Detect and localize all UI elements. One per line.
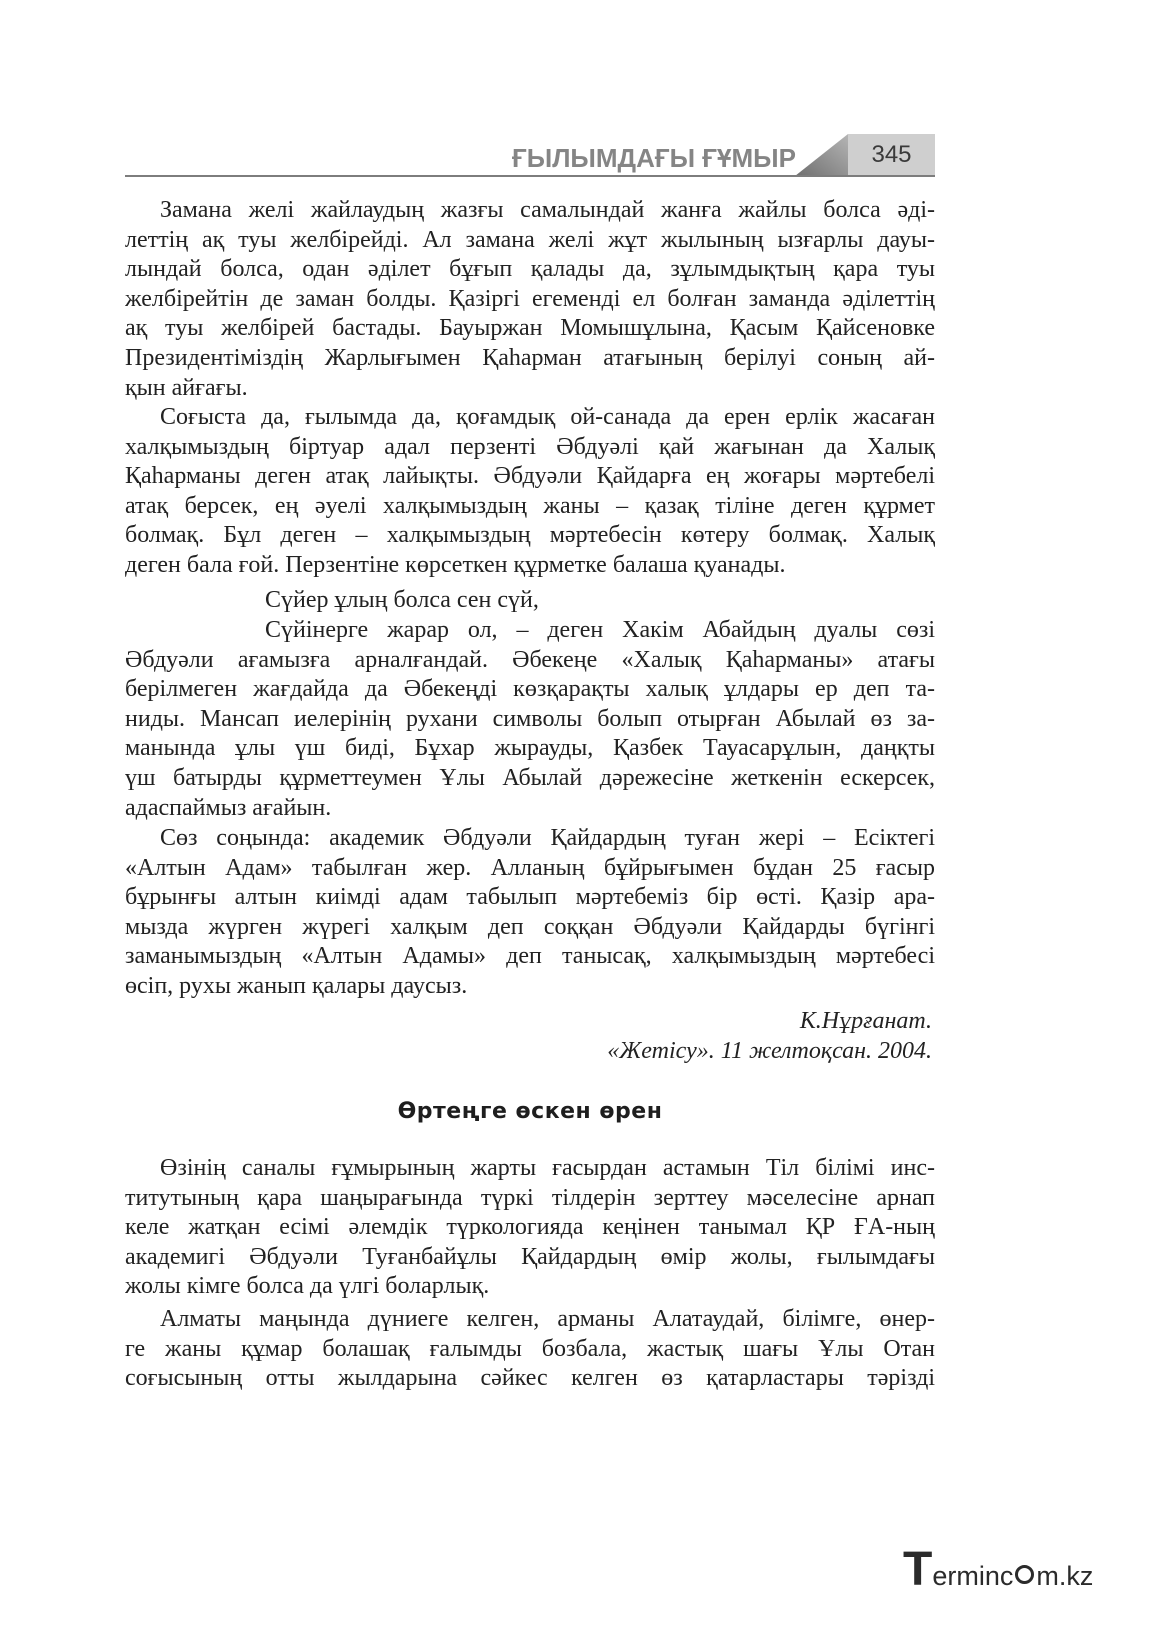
text-line: Қаһарманы деген атақ лайықты. Әбдуәли Қайдарға ең жоғары мәртебелі xyxy=(125,463,935,490)
text-line: ге жаны құмар болашақ ғалымды бозбала, жастық шағы Ұлы Отан xyxy=(125,1335,935,1362)
article-signature xyxy=(125,1006,932,1066)
text-line: академигі Әбдуәли Туғанбайұлы Қайдардың өмір жолы, ғылымдағы xyxy=(125,1243,935,1270)
text-line: адаспаймыз ағайын. xyxy=(125,794,332,821)
text-line: «Алтын Адам» табылған жер. Алланың бұйрығымен бұдан 25 ғасыр xyxy=(125,854,935,881)
text-line: ақ туы желбірей бастады. Бауыржан Момышұлына, Қасым Қайсеновке xyxy=(125,315,935,342)
paragraph xyxy=(125,403,935,581)
paragraph xyxy=(125,1154,935,1302)
text-line: Президентіміздің Жарлығымен Қаһарман атағының берілуі соның ай- xyxy=(125,344,935,371)
text-line: соғысының отты жылдарына сәйкес келген өз қатарластары тәрізді xyxy=(125,1365,935,1391)
text-line: леттің ақ туы желбірейді. Ал замана желі жұт жылының ызғарлы дауы- xyxy=(125,226,935,253)
signature-author: К.Нұрғанат. xyxy=(799,1008,932,1034)
logo-text: erminc xyxy=(932,1561,1014,1591)
termincom-watermark-logo xyxy=(903,1542,1093,1598)
logo-text-end: m.kz xyxy=(1036,1561,1094,1591)
paragraph xyxy=(125,196,935,403)
text-line: үш батырды құрметтеумен Ұлы Абылай дәрежесіне жеткенін ескерсек, xyxy=(125,764,935,791)
text-line: өсіп, рухы жанып қалары даусыз. xyxy=(125,972,468,999)
text-line: Алматы маңында дүниеге келген, арманы Алатаудай, білімге, өнер- xyxy=(160,1306,935,1332)
text-line: берілмеген жағдайда да Әбекеңді көзқарақты халық ұлдары ер деп та- xyxy=(125,676,935,703)
paragraph xyxy=(125,824,935,1002)
text-line: ниды. Мансап иелерінің рухани символы болып отырған Абылай өз за- xyxy=(125,705,935,732)
text-line: заманымыздың «Алтын Адамы» деп танысақ, халқымыздың мәртебесі xyxy=(125,943,935,970)
text-line: қын айғағы. xyxy=(125,374,248,401)
verse-line: Сүйер ұлың болса сен сүй, xyxy=(265,587,539,613)
text-line: Сөз соңында: академик Әбдуәли Қайдардың туған жері – Есіктегі xyxy=(160,825,935,851)
text-line: Замана желі жайлаудың жазғы самалындай жанға жайлы болса әді- xyxy=(160,197,935,223)
text-line: желбірейтін де заман болды. Қазіргі егеменді ел болған заманда әділеттің xyxy=(125,285,935,312)
text-line: мызда жүрген жүрегі халқым деп соққан Әбдуәли Қайдарды бүгінгі xyxy=(125,913,935,940)
text-line: халқымыздың біртуар адал перзенті Әбдуәлі қай жағынан да Халық xyxy=(125,433,935,460)
signature-source: «Жетісу». 11 желтоқсан. 2004. xyxy=(607,1038,932,1064)
text-line: болмақ. Бұл деген – халқымыздың мәртебесін көтеру болмақ. Халық xyxy=(125,522,935,549)
magnifier-circle-icon xyxy=(1015,1565,1034,1584)
text-line: Өзінің саналы ғұмырының жарты ғасырдан астамын Тіл білімі инс- xyxy=(160,1155,935,1181)
text-line: манында ұлы үш биді, Бұхар жырауды, Қазбек Тауасарұлын, даңқты xyxy=(125,735,935,762)
text-line: Соғыста да, ғылымда да, қоғамдық ой-санада да ерен ерлік жасаған xyxy=(160,404,935,430)
paragraph xyxy=(125,1305,935,1394)
text-line: лындай болса, одан әділет бұғып қалады да, зұлымдықтың қара туы xyxy=(125,256,935,283)
running-title: ҒЫЛЫМДАҒЫ ҒҰМЫР xyxy=(512,143,796,173)
verse-line: Сүйінерге жарар ол, – деген Хакім Абайдың дуалы сөзі xyxy=(265,617,935,643)
text-line: деген бала ғой. Перзентіне көрсеткен құрметке балаша қуанады. xyxy=(125,551,786,578)
text-line: жолы кімге болса да үлгі боларлық. xyxy=(125,1273,490,1299)
text-line: келе жатқан есімі әлемдік түркологияда кеңінен танымал ҚР ҒА-ның xyxy=(125,1214,935,1240)
article-title: Өртеңге өскен өрен xyxy=(397,1099,663,1124)
text-line: атақ берсек, ең әуелі халқымыздың жаны – қазақ тіліне деген құрмет xyxy=(125,492,935,519)
text-line: титутының қара шаңырағында түркі тілдерін зерттеу мәселесіне арнап xyxy=(125,1184,935,1211)
header-rule xyxy=(125,175,935,177)
logo-letter-t: T xyxy=(903,1543,933,1596)
page-number: 345 xyxy=(871,141,912,168)
text-line: бұрынғы алтын киімді адам табылып мәртебеміз бір өсті. Қазір ара- xyxy=(125,884,935,911)
text-line: Әбдуәли ағамызға арналғандай. Әбекеңе «Халық Қаһарманы» атағы xyxy=(125,646,935,673)
paragraph-with-verse xyxy=(125,585,935,823)
